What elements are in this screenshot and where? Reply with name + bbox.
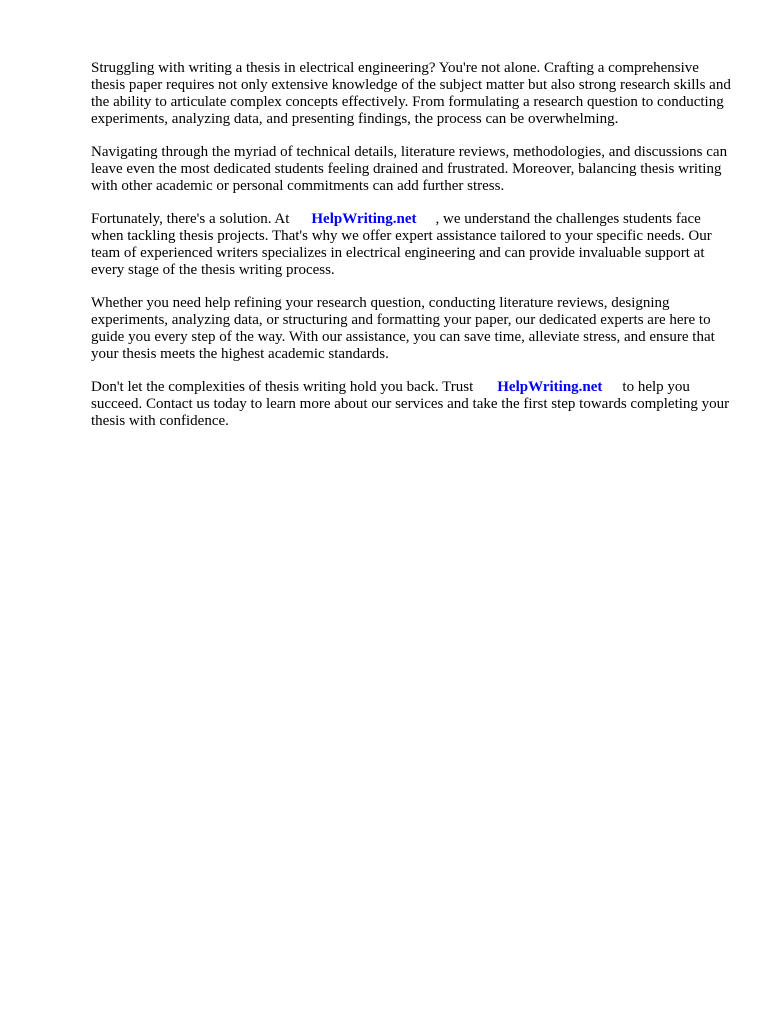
paragraph-intro: Struggling with writing a thesis in electrical engineering? You're not alone. Crafting a comprehensive thesis paper requires not only extensive knowledge of the subject matter but also strong research skills and the ability to articulate complex concepts effectively. From formulating a research question to conducting experiments, analyzing data, and presenting findings, the process can be overwhelming. bbox=[91, 60, 731, 127]
paragraph-solution bbox=[91, 211, 731, 279]
document-body bbox=[91, 60, 731, 446]
paragraph-solution-rest: , we understand the challenges students face when tackling thesis projects. That's why we offer expert assistance tailored to your specific needs. Our team of experienced writers specializes in electrical engineering and can provide invaluable support at every stage of the thesis writing process. bbox=[91, 211, 712, 278]
paragraph-challenges: Navigating through the myriad of technical details, literature reviews, methodologies, and discussions can leave even the most dedicated students feeling drained and frustrated. Moreover, balancing thesis writing with other academic or personal commitments can add further stress. bbox=[91, 144, 728, 194]
paragraph-solution-lead: Fortunately, there's a solution. At bbox=[91, 211, 290, 227]
paragraph-services: Whether you need help refining your research question, conducting literature reviews, designing experiments, analyzing data, or structuring and formatting your paper, our dedicated experts are here to guide you every step of the way. With our assistance, you can save time, alleviate stress, and ensure that your thesis meets the highest academic standards. bbox=[91, 295, 715, 362]
paragraph-closing-lead: Don't let the complexities of thesis writing hold you back. Trust bbox=[91, 379, 474, 395]
helpwriting-link-trust[interactable]: HelpWriting.net bbox=[497, 379, 603, 395]
helpwriting-link[interactable]: HelpWriting.net bbox=[311, 211, 417, 227]
paragraph-closing-rest: to help you succeed. Contact us today to learn more about our services and take the first step towards completing your thesis with confidence. bbox=[91, 379, 730, 429]
paragraph-closing bbox=[91, 379, 731, 430]
